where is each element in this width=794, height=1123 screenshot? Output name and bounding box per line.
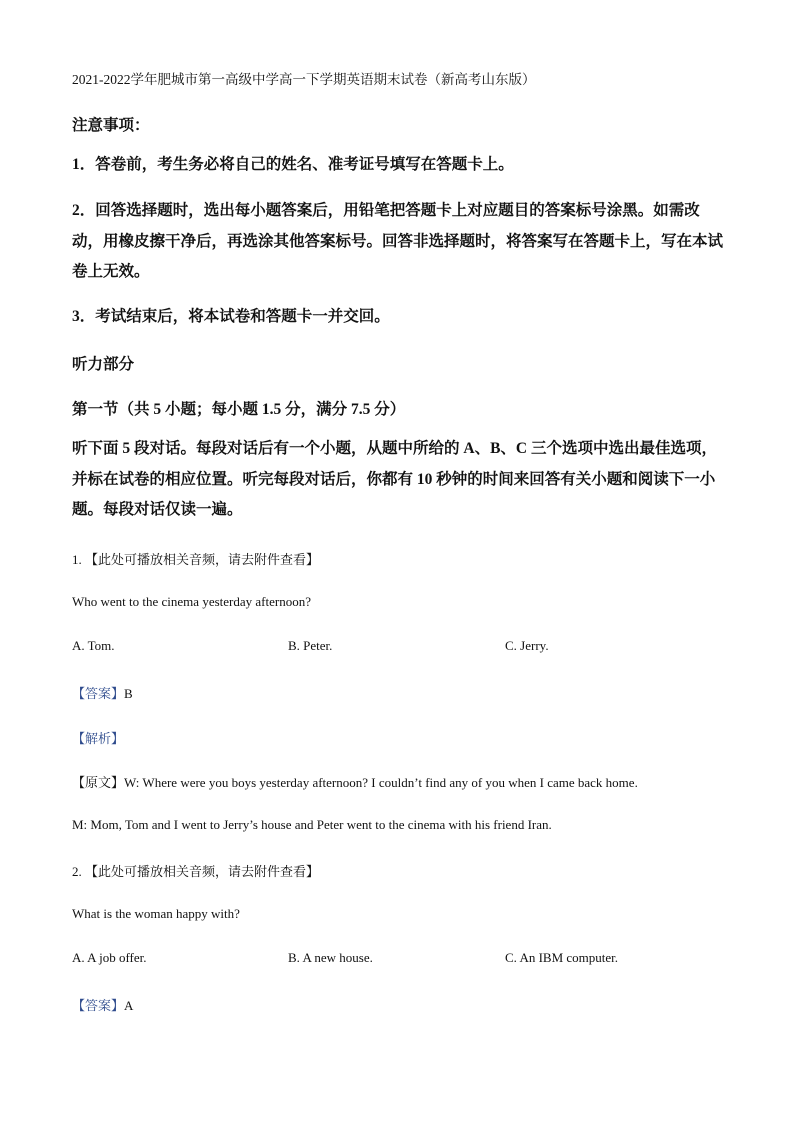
question-2-header: 2. 【此处可播放相关音频，请去附件查看】 (72, 864, 320, 879)
question-1-option-c: C. Jerry. (505, 638, 549, 653)
note-2: 2．回答选择题时，选出每小题答案后，用铅笔把答题卡上对应题目的答案标号涂黑。如需改动，用橡皮擦干净后，再选涂其他答案标号。回答非选择题时，将答案写在答题卡上，写在本试卷上无效。 (72, 202, 724, 280)
answer-value: A (124, 998, 134, 1013)
note-1: 1．答卷前，考生务必将自己的姓名、准考证号填写在答题卡上。 (72, 156, 514, 173)
question-1-option-b: B. Peter. (288, 638, 333, 653)
question-2-option-c: C. An IBM computer. (505, 950, 619, 965)
question-2-text: What is the woman happy with? (72, 906, 240, 921)
question-2-answer (72, 995, 133, 1014)
section-title: 听力部分 (72, 356, 135, 373)
original-tag: 【原文】 (72, 775, 125, 790)
answer-value: B (124, 686, 133, 701)
question-1-original-line-2: M: Mom, Tom and I went to Jerry’s house and Peter went to the cinema with his friend Iran. (72, 817, 552, 832)
question-1-answer (72, 683, 133, 702)
question-1-text: Who went to the cinema yesterday afternoon? (72, 594, 311, 609)
question-1-analysis-tag: 【解析】 (72, 731, 125, 746)
question-2-option-a: A. A job offer. (72, 950, 147, 965)
original-text: W: Where were you boys yesterday afternoon? I couldn’t find any of you when I came back home. (124, 775, 638, 790)
exam-title: 2021-2022学年肥城市第一高级中学高一下学期英语期末试卷（新高考山东版） (72, 72, 536, 87)
question-2-option-b: B. A new house. (288, 950, 373, 965)
question-1-option-a: A. Tom. (72, 638, 115, 653)
question-1-header: 1. 【此处可播放相关音频，请去附件查看】 (72, 552, 320, 567)
instructions: 听下面 5 段对话。每段对话后有一个小题，从题中所给的 A、B、C 三个选项中选出最佳选项，并标在试卷的相应位置。听完每段对话后，你都有 10 秒钟的时间来回答有关小题和阅读下一小题。每段对话仅读一遍。 (72, 440, 717, 518)
note-3: 3．考试结束后，将本试卷和答题卡一并交回。 (72, 308, 390, 325)
question-1-original-line-1 (72, 772, 638, 791)
answer-tag: 【答案】 (72, 998, 125, 1013)
answer-tag: 【答案】 (72, 686, 125, 701)
subsection-title: 第一节（共 5 小题；每小题 1.5 分，满分 7.5 分） (72, 401, 406, 418)
notice-heading: 注意事项： (72, 117, 150, 134)
